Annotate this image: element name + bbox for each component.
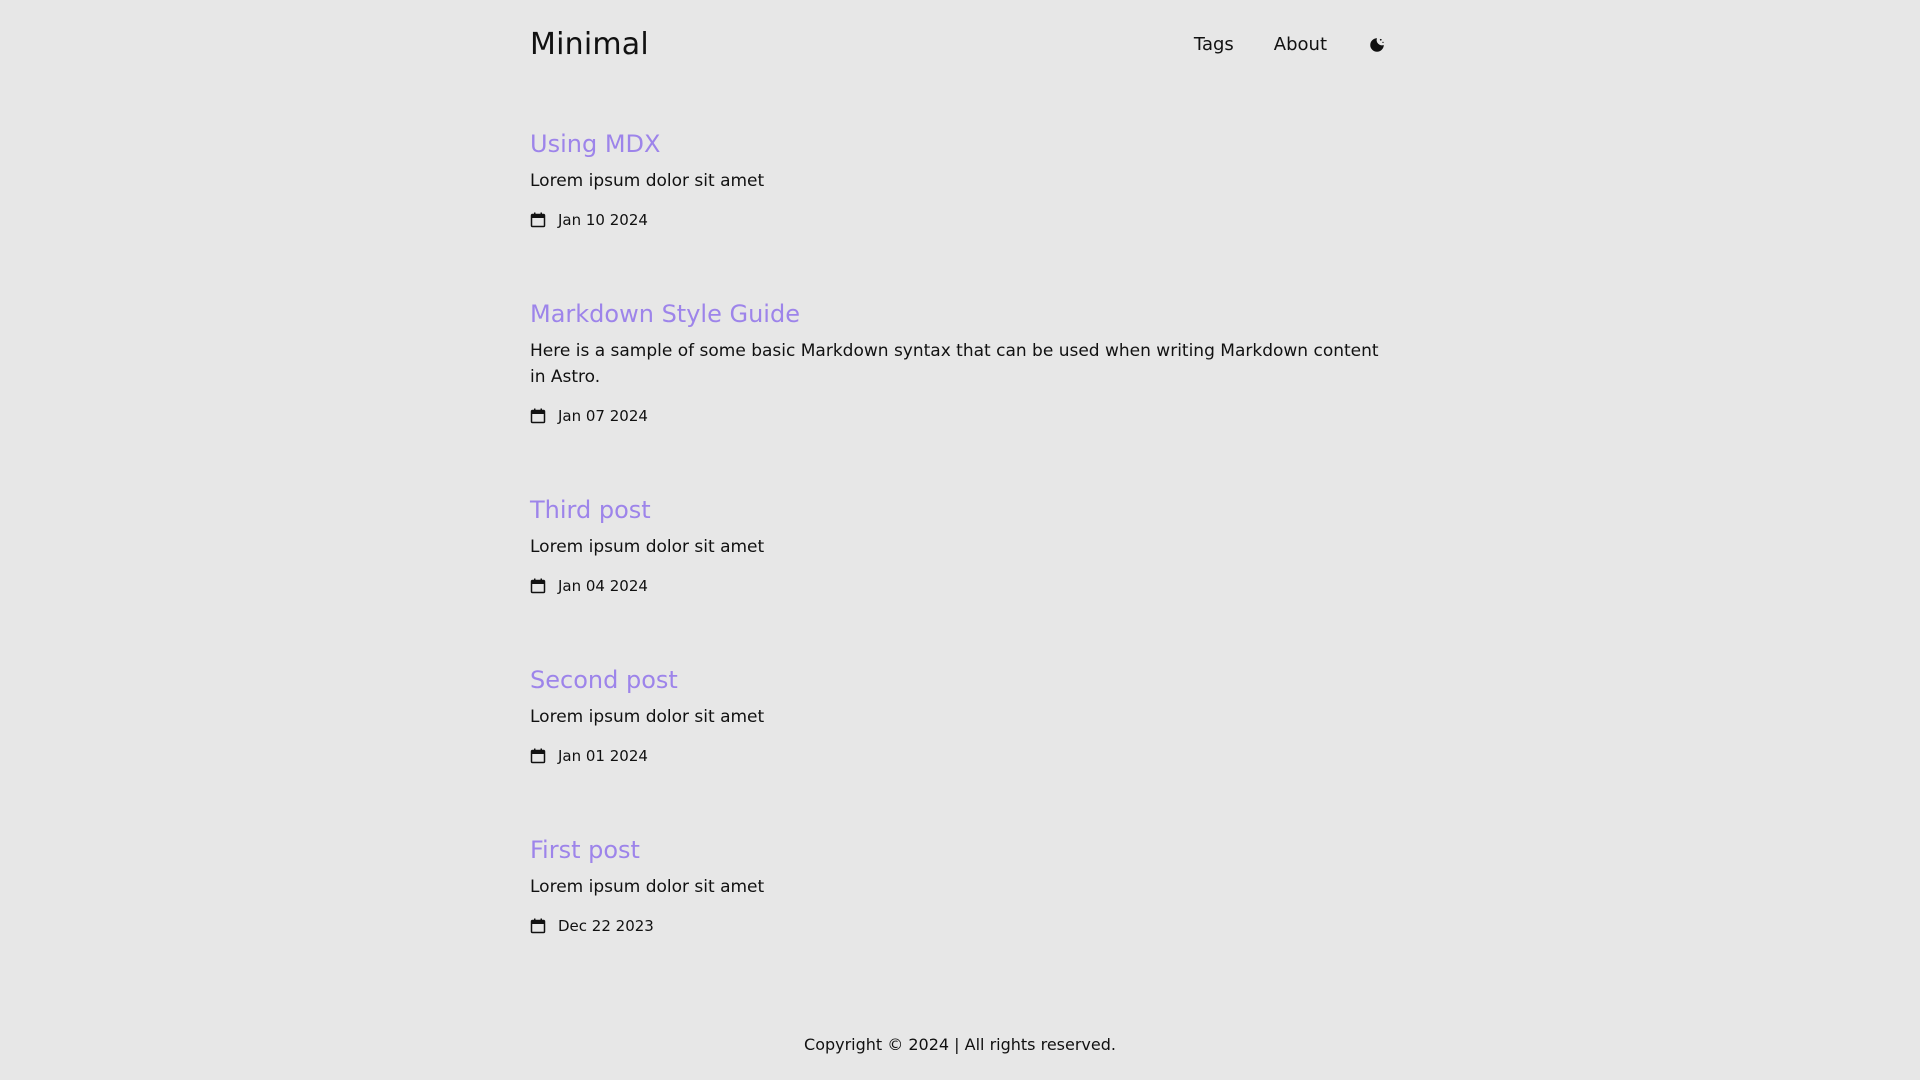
post-title-link[interactable]: Third post bbox=[530, 496, 651, 524]
post-item bbox=[530, 494, 1391, 596]
post-title-link[interactable]: First post bbox=[530, 836, 640, 864]
post-item bbox=[530, 834, 1391, 936]
post-description: Lorem ipsum dolor sit amet bbox=[530, 171, 765, 191]
calendar-icon bbox=[530, 408, 546, 424]
post-item bbox=[530, 128, 1391, 230]
post-date: Dec 22 2023 bbox=[558, 917, 654, 935]
calendar-icon bbox=[530, 212, 546, 228]
calendar-icon bbox=[530, 748, 546, 764]
post-meta bbox=[530, 406, 1391, 426]
nav-link-tags[interactable]: Tags bbox=[1193, 34, 1234, 55]
post-title-link[interactable]: Using MDX bbox=[530, 130, 661, 158]
nav-link-about[interactable]: About bbox=[1273, 34, 1327, 55]
post-meta bbox=[530, 746, 1391, 766]
post-title-link[interactable]: Second post bbox=[530, 666, 678, 694]
post-date: Jan 01 2024 bbox=[558, 747, 648, 765]
post-date: Jan 07 2024 bbox=[558, 407, 648, 425]
post-date: Jan 04 2024 bbox=[558, 577, 648, 595]
post-item bbox=[530, 298, 1391, 426]
site-logo-link[interactable]: Minimal bbox=[530, 27, 649, 62]
calendar-icon bbox=[530, 578, 546, 594]
moon-icon bbox=[1368, 36, 1386, 54]
post-date: Jan 10 2024 bbox=[558, 211, 648, 229]
calendar-icon bbox=[530, 918, 546, 934]
main-nav bbox=[1194, 25, 1391, 65]
post-description: Lorem ipsum dolor sit amet bbox=[530, 707, 765, 727]
site-footer bbox=[0, 1030, 1920, 1060]
post-description: Lorem ipsum dolor sit amet bbox=[530, 537, 765, 557]
theme-toggle-button[interactable] bbox=[1367, 35, 1387, 55]
copyright-text: Copyright © 2024 | All rights reserved. bbox=[804, 1035, 1116, 1054]
post-meta bbox=[530, 576, 1391, 596]
post-title-link[interactable]: Markdown Style Guide bbox=[530, 300, 800, 328]
post-description: Here is a sample of some basic Markdown syntax that can be used when writing Markdown content in Astro. bbox=[530, 341, 1379, 387]
post-item bbox=[530, 664, 1391, 766]
post-description: Lorem ipsum dolor sit amet bbox=[530, 877, 765, 897]
post-meta bbox=[530, 916, 1391, 936]
post-meta bbox=[530, 210, 1391, 230]
site-header bbox=[530, 25, 1391, 65]
